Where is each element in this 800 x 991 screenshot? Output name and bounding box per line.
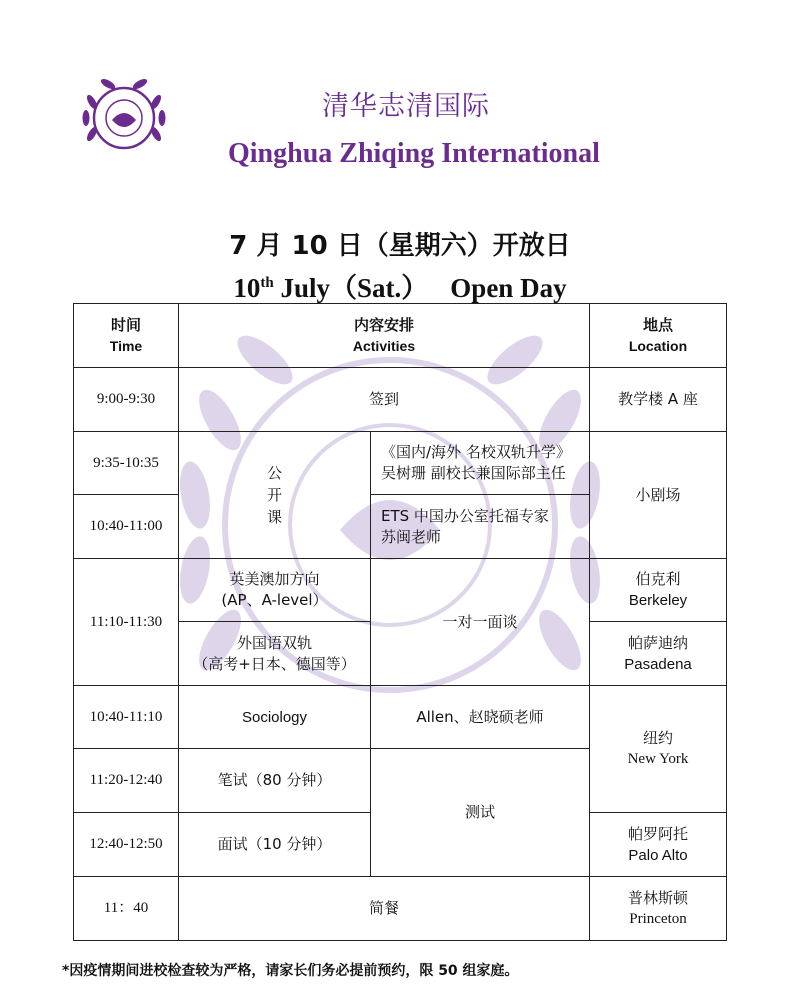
activity-cell: 《国内/海外 名校双轨升学》 吴树珊 副校长兼国际部主任 <box>371 432 590 495</box>
table-row <box>74 877 727 941</box>
table-row <box>74 559 727 622</box>
activity-cell: 英美澳加方向 (AP、A-level） <box>179 559 371 622</box>
activity-cell: 签到 <box>179 368 590 432</box>
page-title-cn: 7 月 10 日（星期六）开放日 <box>229 231 571 261</box>
time-cell: 10:40-11:00 <box>74 495 179 559</box>
time-cell: 10:40-11:10 <box>74 686 179 749</box>
brand-name-cn: 清华志清国际 <box>322 91 490 122</box>
header-activities: 内容安排 Activities <box>179 304 590 368</box>
activity-cell: 一对一面谈 <box>371 559 590 686</box>
location-cell: 普林斯顿 Princeton <box>590 877 727 941</box>
brand-name-en: Qinghua Zhiqing International <box>228 138 600 169</box>
activity-cell: 简餐 <box>179 877 590 941</box>
activity-cell: 测试 <box>371 749 590 877</box>
open-class-cell: 公 开 课 <box>179 432 371 559</box>
time-cell: 9:35-10:35 <box>74 432 179 495</box>
school-logo <box>78 72 170 164</box>
page-title-en: 10th July（Sat.） Open Day <box>233 273 567 303</box>
activity-cell: ETS 中国办公室托福专家 苏闽老师 <box>371 495 590 559</box>
location-cell: 教学楼 A 座 <box>590 368 727 432</box>
activity-cell: 笔试（80 分钟） <box>179 749 371 813</box>
activity-cell: Allen、赵晓硕老师 <box>371 686 590 749</box>
location-cell: 帕罗阿托 Palo Alto <box>590 813 727 877</box>
location-cell: 小剧场 <box>590 432 727 559</box>
time-cell: 11：40 <box>74 877 179 941</box>
time-cell: 9:00-9:30 <box>74 368 179 432</box>
activity-cell: 外国语双轨 （高考+日本、德国等） <box>179 622 371 686</box>
table-row <box>74 432 727 495</box>
time-cell: 11:20-12:40 <box>74 749 179 813</box>
header-row <box>74 304 727 368</box>
location-cell: 伯克利 Berkeley <box>590 559 727 622</box>
footnote: *因疫情期间进校检查较为严格，请家长们务必提前预约，限 50 组家庭。 <box>62 963 519 979</box>
time-cell: 11:10-11:30 <box>74 559 179 686</box>
activity-cell: Sociology <box>179 686 371 749</box>
table-row <box>74 686 727 749</box>
schedule-table <box>73 303 727 941</box>
header-location: 地点 Location <box>590 304 727 368</box>
location-cell: 帕萨迪纳 Pasadena <box>590 622 727 686</box>
table-row <box>74 368 727 432</box>
activity-cell: 面试（10 分钟） <box>179 813 371 877</box>
time-cell: 12:40-12:50 <box>74 813 179 877</box>
location-cell: 纽约 New York <box>590 686 727 813</box>
header-time: 时间 Time <box>74 304 179 368</box>
